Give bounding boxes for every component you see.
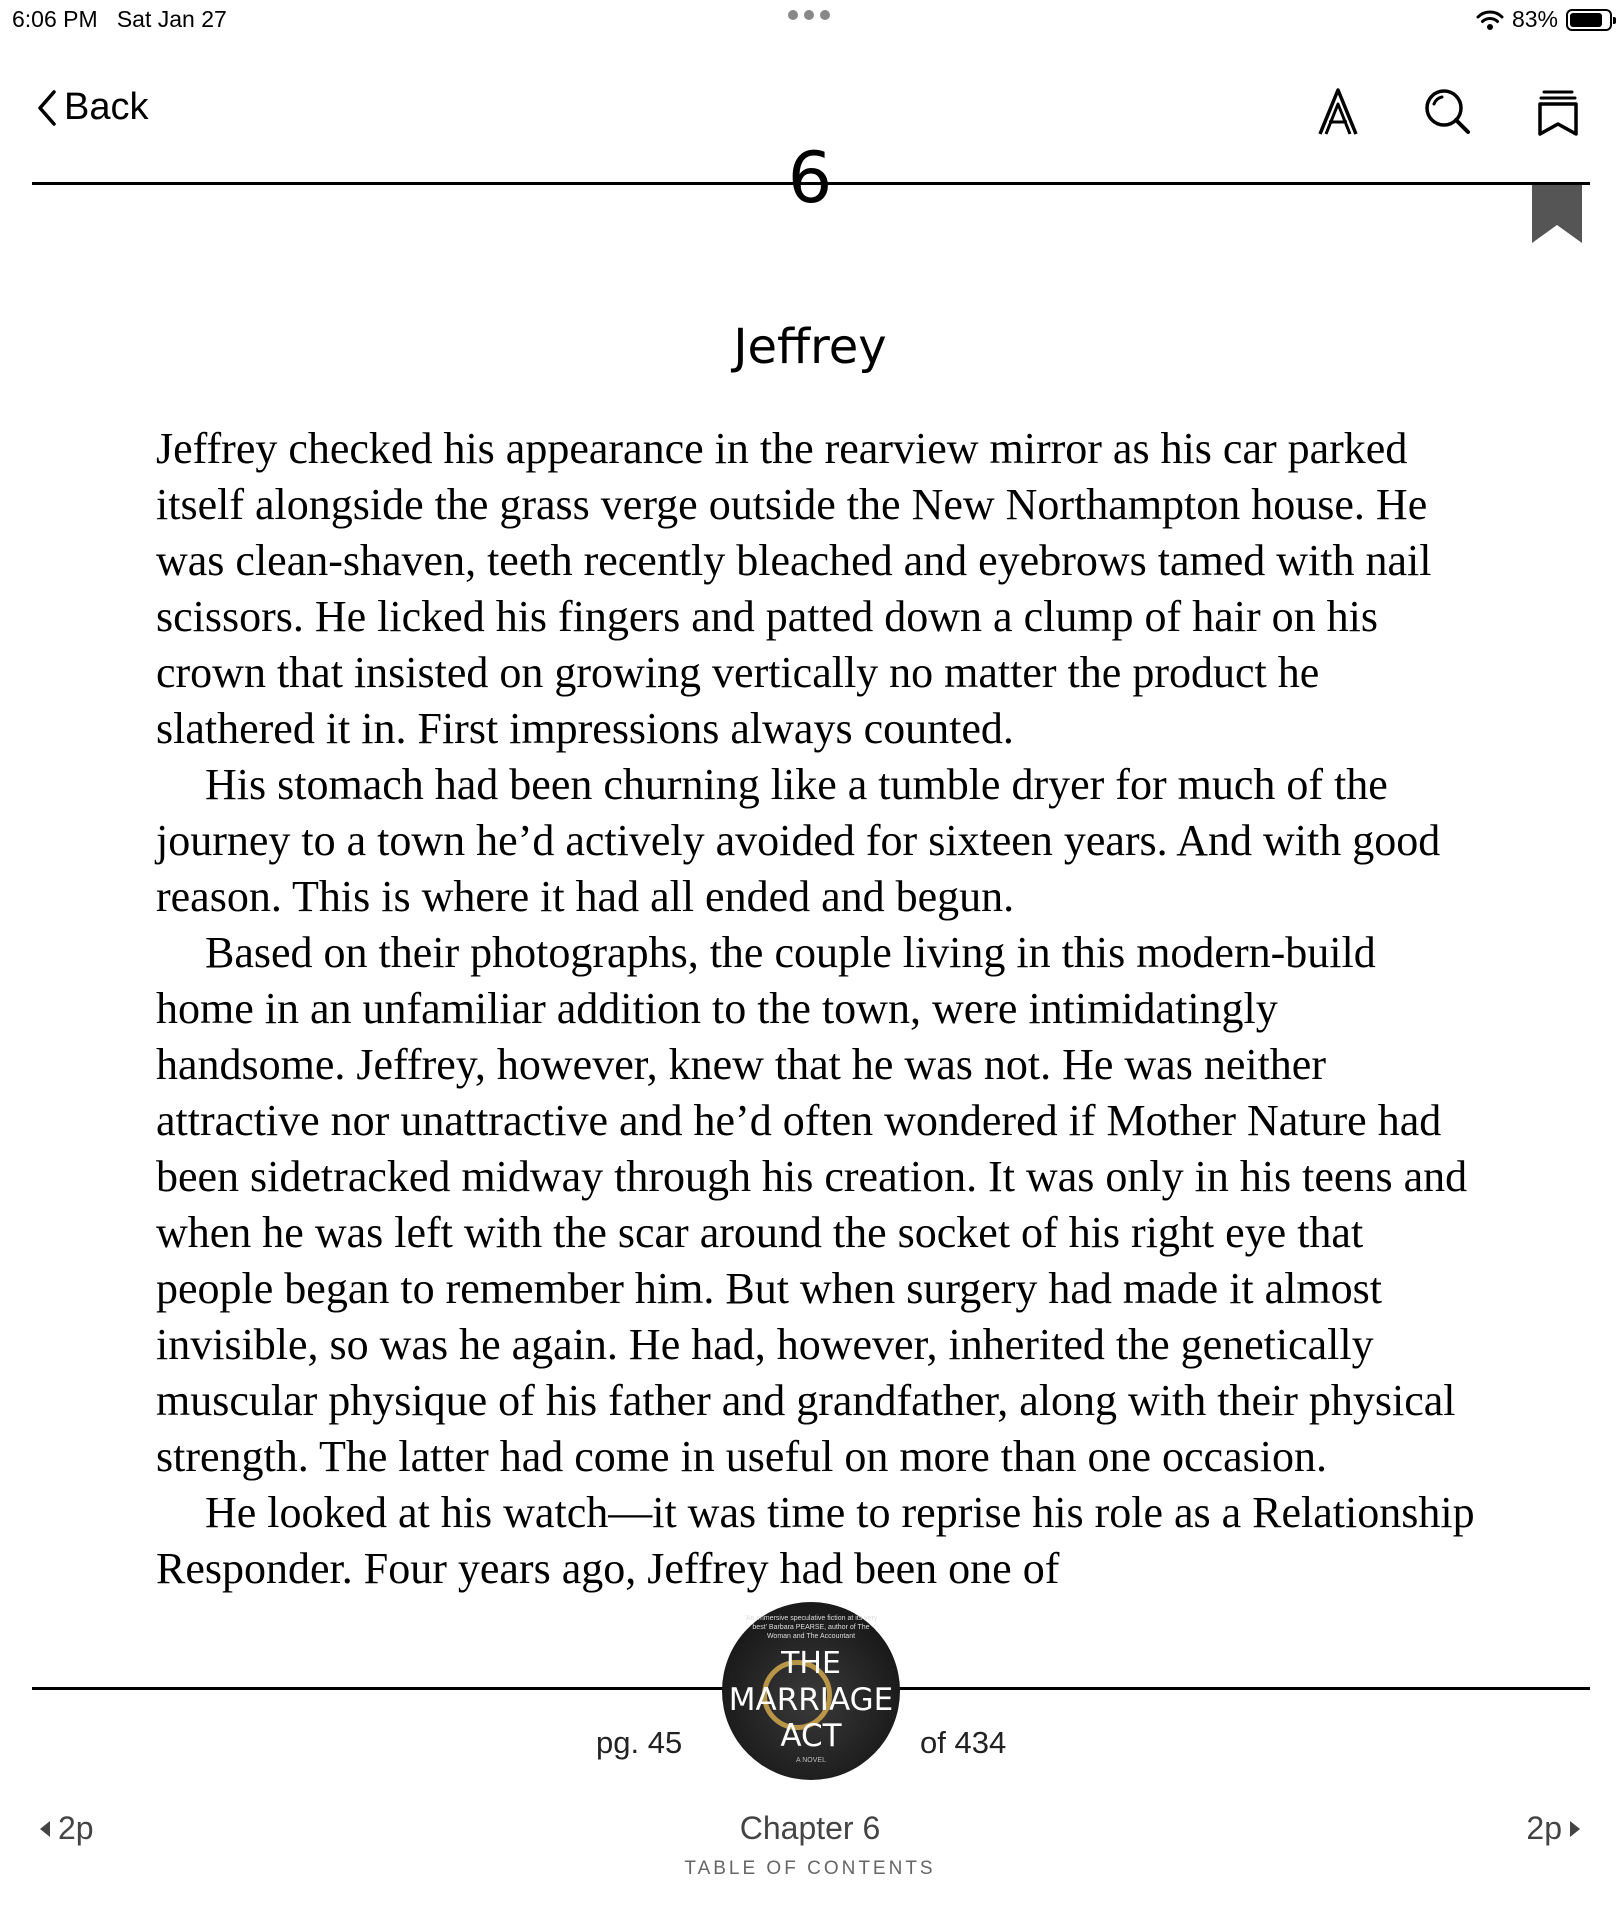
page-content[interactable] (0, 137, 1620, 1687)
prev-pages-label: 2p (58, 1810, 94, 1846)
bookmarks-icon (1530, 84, 1586, 140)
multitasking-dots[interactable] (788, 10, 830, 20)
search-icon (1420, 84, 1476, 140)
paragraph: Jeffrey checked his appearance in the rearview mirror as his car parked itself alongside the grass verge outside the New Northampton house. He was clean-shaven, teeth recently bleached and eyebrows tamed with nail scissors. He licked his fingers and patted down a clump of hair on his crown that insisted on growing vertically no matter the product he slathered it in. First impressions always counted. (156, 424, 1432, 753)
status-right (1476, 6, 1612, 33)
status-time (12, 6, 227, 33)
caret-right-icon (1570, 1821, 1580, 1837)
back-button[interactable] (36, 86, 148, 129)
text-style-icon (1310, 84, 1366, 140)
cover-title-line1: THE (781, 1646, 841, 1681)
bookmark-ribbon-icon[interactable] (1532, 185, 1582, 243)
current-page: pg. 45 (596, 1725, 683, 1760)
paragraph: He looked at his watch—it was time to reprise his role as a Relationship Responder. Four years ago, Jeffrey had been one of (156, 1488, 1475, 1593)
wifi-icon (1476, 9, 1504, 31)
total-pages: of 434 (920, 1725, 1007, 1760)
next-page-button[interactable] (1526, 1810, 1580, 1847)
chevron-left-icon (36, 89, 58, 127)
chapter-label: Chapter 6 (739, 1810, 881, 1846)
cover-title-line2: MARRIAGE (728, 1682, 894, 1718)
body-text[interactable] (156, 421, 1476, 1597)
status-clock: 6:06 PM (12, 6, 98, 32)
status-date: Sat Jan 27 (116, 6, 227, 32)
search-button[interactable] (1420, 84, 1476, 140)
paragraph: His stomach had been churning like a tumble dryer for much of the journey to a town he’d actively avoided for sixteen years. And with good reason. This is where it had all ended and begun. (156, 760, 1441, 921)
next-pages-label: 2p (1526, 1810, 1562, 1846)
text-style-button[interactable] (1310, 84, 1366, 140)
battery-percent: 83% (1511, 6, 1558, 32)
chapter-title: Jeffrey (733, 319, 887, 375)
bookmarks-button[interactable] (1530, 84, 1586, 140)
chapter-number: 6 (787, 137, 833, 219)
paragraph: Based on their photographs, the couple living in this modern-build home in an unfamiliar addition to the town, were intimidatingly handsome. Jeffrey, however, knew that he was not. He was neither attractive nor unattractive and he’d often wondered if Mother Nature had been sidetracked midway through his creation. It was only in his teens and when he was left with the scar around the socket of his right eye that people began to remember him. But when surgery had made it almost invisible, so was he again. He had, however, inherited the genetically muscular physique of his father and grandfather, along with their physical strength. The latter had come in useful on more than one occasion. (156, 928, 1468, 1481)
status-bar (0, 0, 1620, 40)
cover-subtitle: A NOVEL (796, 1757, 826, 1764)
table-of-contents-link[interactable]: TABLE OF CONTENTS (684, 1858, 936, 1879)
back-label: Back (64, 86, 149, 128)
book-cover-thumbnail[interactable] (722, 1602, 900, 1780)
cover-title-line3: ACT (780, 1718, 842, 1754)
cover-blurb: 'An immersive speculative fiction at its very best' Barbara PEARSE, author of The Woman and The Accountant (744, 1615, 878, 1640)
battery-icon (1566, 9, 1612, 31)
